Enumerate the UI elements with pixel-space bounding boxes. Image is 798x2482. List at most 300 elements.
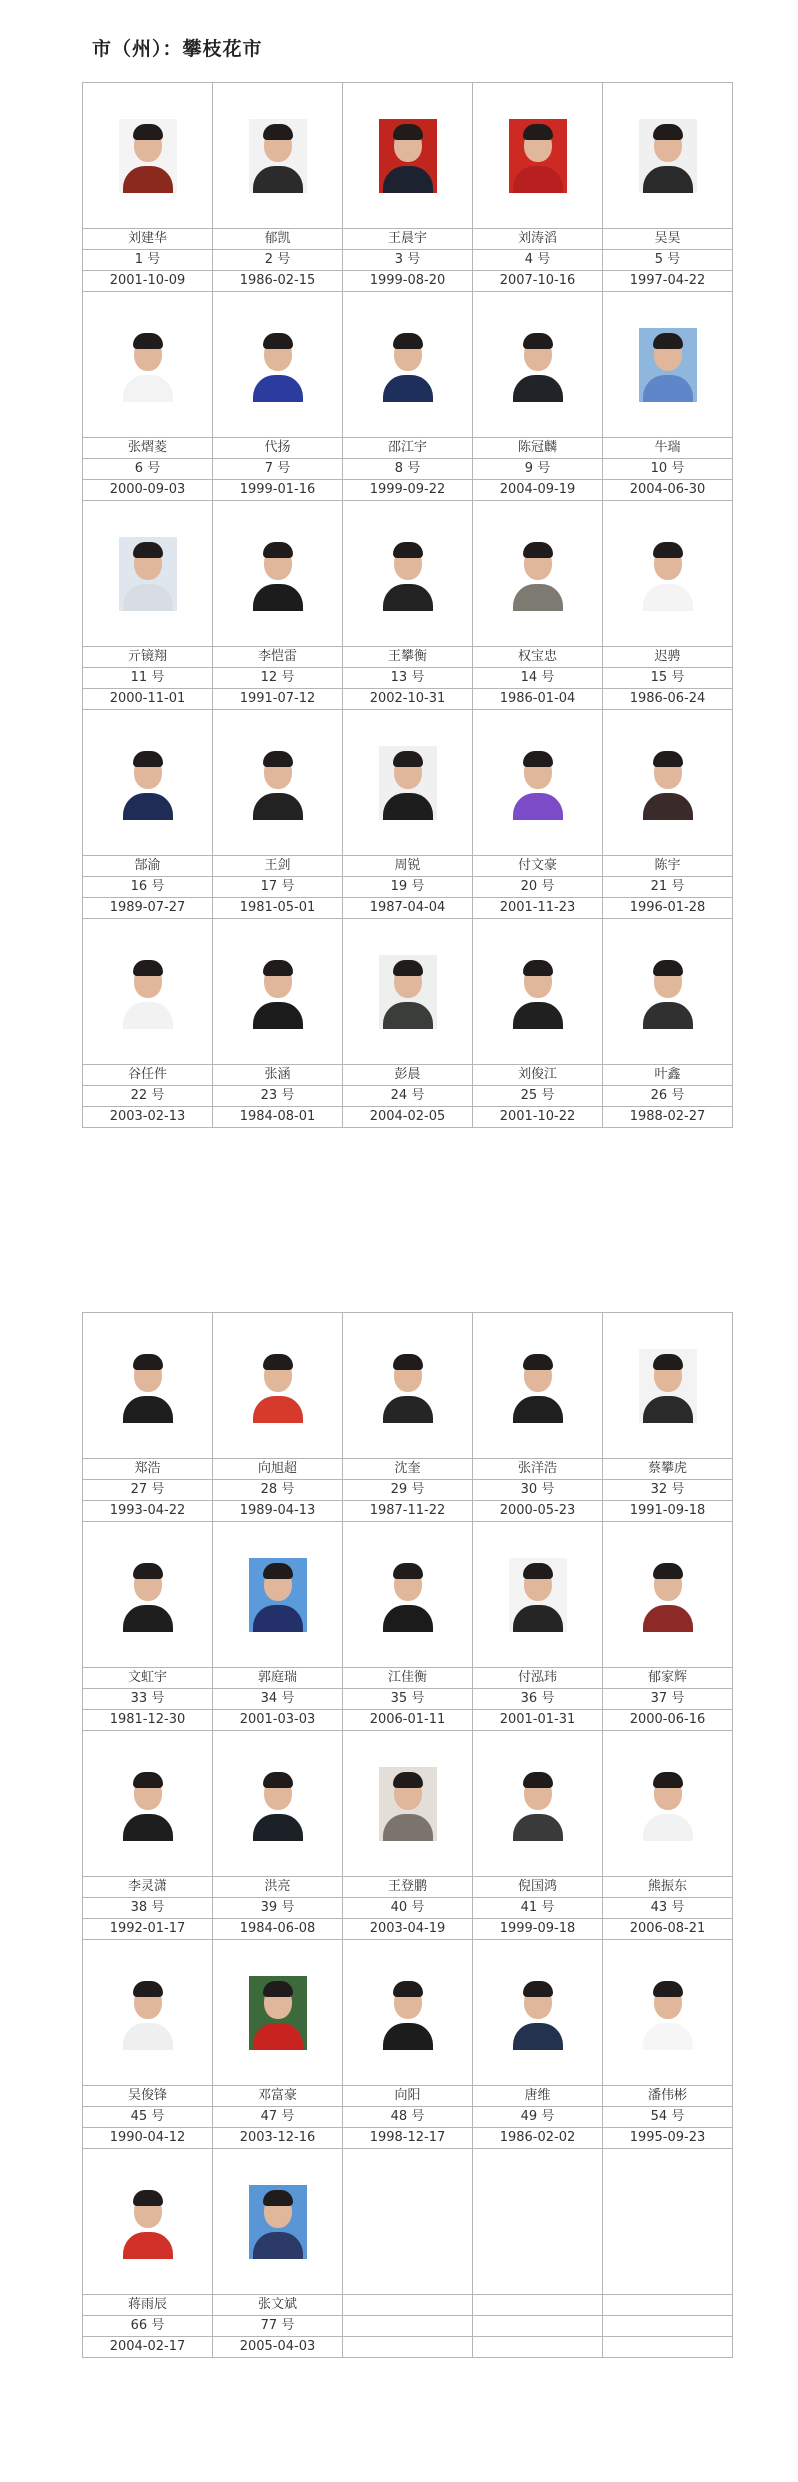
player-name: 刘涛滔 bbox=[473, 229, 603, 250]
player-name: 王登鹏 bbox=[343, 1877, 473, 1898]
photo-cell bbox=[473, 501, 603, 647]
photo-cell bbox=[473, 1313, 603, 1459]
photo-hair bbox=[653, 1981, 683, 1997]
player-photo bbox=[249, 119, 307, 193]
photo-cell bbox=[603, 919, 733, 1065]
player-photo bbox=[509, 328, 567, 402]
birth-date: 1999-08-20 bbox=[343, 271, 473, 292]
player-name-row bbox=[83, 2086, 733, 2107]
player-photo bbox=[639, 328, 697, 402]
birth-date: 1997-04-22 bbox=[603, 271, 733, 292]
photo-torso bbox=[643, 375, 693, 402]
player-photo bbox=[379, 328, 437, 402]
photo-torso bbox=[513, 2023, 563, 2050]
player-name: 王晨宇 bbox=[343, 229, 473, 250]
player-name: 刘俊江 bbox=[473, 1065, 603, 1086]
jersey-number: 4 号 bbox=[473, 250, 603, 271]
player-name: 彭晨 bbox=[343, 1065, 473, 1086]
player-name: 权宝忠 bbox=[473, 647, 603, 668]
photo-hair bbox=[523, 1563, 553, 1579]
photo-cell bbox=[343, 83, 473, 229]
player-name-row bbox=[83, 438, 733, 459]
player-name: 谷任件 bbox=[83, 1065, 213, 1086]
jersey-number: 26 号 bbox=[603, 1086, 733, 1107]
jersey-number bbox=[473, 2316, 603, 2337]
photo-row bbox=[83, 83, 733, 229]
photo-cell bbox=[83, 1940, 213, 2086]
photo-torso bbox=[643, 1814, 693, 1841]
photo-hair bbox=[523, 1354, 553, 1370]
birth-date: 1986-02-15 bbox=[213, 271, 343, 292]
photo-torso bbox=[643, 166, 693, 193]
player-name: 陈冠麟 bbox=[473, 438, 603, 459]
player-name bbox=[473, 2295, 603, 2316]
birth-date: 1984-08-01 bbox=[213, 1107, 343, 1128]
player-name: 沈奎 bbox=[343, 1459, 473, 1480]
player-name: 郭庭瑞 bbox=[213, 1668, 343, 1689]
photo-hair bbox=[263, 333, 293, 349]
player-photo bbox=[639, 119, 697, 193]
player-photo bbox=[509, 537, 567, 611]
jersey-number: 5 号 bbox=[603, 250, 733, 271]
photo-torso bbox=[643, 1396, 693, 1423]
birth-date-row bbox=[83, 689, 733, 710]
photo-torso bbox=[253, 584, 303, 611]
player-name-row bbox=[83, 856, 733, 877]
jersey-number: 77 号 bbox=[213, 2316, 343, 2337]
birth-date: 2000-09-03 bbox=[83, 480, 213, 501]
photo-hair bbox=[133, 1772, 163, 1788]
photo-torso bbox=[253, 1605, 303, 1632]
photo-cell bbox=[83, 501, 213, 647]
jersey-number: 27 号 bbox=[83, 1480, 213, 1501]
player-name: 张熠菱 bbox=[83, 438, 213, 459]
photo-torso bbox=[513, 1002, 563, 1029]
photo-cell bbox=[83, 919, 213, 1065]
photo-row bbox=[83, 292, 733, 438]
player-photo bbox=[249, 328, 307, 402]
player-photo bbox=[379, 1976, 437, 2050]
birth-date: 2006-08-21 bbox=[603, 1919, 733, 1940]
jersey-number-row bbox=[83, 250, 733, 271]
photo-torso bbox=[383, 375, 433, 402]
birth-date: 2004-06-30 bbox=[603, 480, 733, 501]
photo-row bbox=[83, 710, 733, 856]
photo-hair bbox=[263, 1981, 293, 1997]
player-name: 迟骋 bbox=[603, 647, 733, 668]
photo-torso bbox=[123, 375, 173, 402]
jersey-number: 40 号 bbox=[343, 1898, 473, 1919]
player-name: 江佳衡 bbox=[343, 1668, 473, 1689]
player-name: 向阳 bbox=[343, 2086, 473, 2107]
player-photo bbox=[119, 537, 177, 611]
photo-cell bbox=[83, 1313, 213, 1459]
player-photo bbox=[119, 119, 177, 193]
jersey-number: 1 号 bbox=[83, 250, 213, 271]
player-photo bbox=[119, 746, 177, 820]
birth-date: 1987-11-22 bbox=[343, 1501, 473, 1522]
photo-torso bbox=[513, 1396, 563, 1423]
player-photo bbox=[249, 1558, 307, 1632]
photo-cell bbox=[603, 501, 733, 647]
player-photo bbox=[509, 1976, 567, 2050]
jersey-number: 66 号 bbox=[83, 2316, 213, 2337]
player-photo bbox=[379, 537, 437, 611]
page-title: 市（州）：攀枝花市 bbox=[92, 38, 263, 60]
player-name: 亓镜翔 bbox=[83, 647, 213, 668]
photo-hair bbox=[133, 960, 163, 976]
photo-hair bbox=[263, 1563, 293, 1579]
player-photo bbox=[119, 1558, 177, 1632]
photo-cell bbox=[83, 1522, 213, 1668]
photo-torso bbox=[643, 793, 693, 820]
photo-hair bbox=[263, 124, 293, 140]
player-name-row bbox=[83, 1459, 733, 1480]
jersey-number: 39 号 bbox=[213, 1898, 343, 1919]
photo-cell bbox=[343, 292, 473, 438]
photo-hair bbox=[393, 124, 423, 140]
jersey-number: 23 号 bbox=[213, 1086, 343, 1107]
photo-cell bbox=[603, 2149, 733, 2295]
photo-cell bbox=[83, 83, 213, 229]
player-roster-table bbox=[82, 82, 733, 1128]
photo-torso bbox=[123, 584, 173, 611]
player-name: 郜渝 bbox=[83, 856, 213, 877]
photo-cell bbox=[473, 83, 603, 229]
photo-hair bbox=[263, 2190, 293, 2206]
birth-date: 1999-09-22 bbox=[343, 480, 473, 501]
jersey-number: 6 号 bbox=[83, 459, 213, 480]
birth-date: 2001-01-31 bbox=[473, 1710, 603, 1731]
jersey-number: 34 号 bbox=[213, 1689, 343, 1710]
player-name: 洪亮 bbox=[213, 1877, 343, 1898]
jersey-number: 14 号 bbox=[473, 668, 603, 689]
photo-torso bbox=[513, 584, 563, 611]
birth-date: 2002-10-31 bbox=[343, 689, 473, 710]
birth-date: 2003-04-19 bbox=[343, 1919, 473, 1940]
photo-cell bbox=[213, 1940, 343, 2086]
photo-cell bbox=[473, 919, 603, 1065]
photo-torso bbox=[123, 1396, 173, 1423]
jersey-number: 20 号 bbox=[473, 877, 603, 898]
photo-hair bbox=[653, 124, 683, 140]
jersey-number: 11 号 bbox=[83, 668, 213, 689]
jersey-number: 36 号 bbox=[473, 1689, 603, 1710]
photo-hair bbox=[263, 1772, 293, 1788]
birth-date: 2005-04-03 bbox=[213, 2337, 343, 2358]
photo-torso bbox=[123, 1002, 173, 1029]
birth-date bbox=[473, 2337, 603, 2358]
jersey-number: 7 号 bbox=[213, 459, 343, 480]
player-name: 周锐 bbox=[343, 856, 473, 877]
photo-row bbox=[83, 1940, 733, 2086]
player-name: 蒋雨辰 bbox=[83, 2295, 213, 2316]
player-name: 李恺雷 bbox=[213, 647, 343, 668]
photo-torso bbox=[253, 375, 303, 402]
photo-cell bbox=[213, 919, 343, 1065]
birth-date-row bbox=[83, 271, 733, 292]
photo-cell bbox=[213, 1731, 343, 1877]
photo-hair bbox=[653, 751, 683, 767]
photo-cell bbox=[343, 1940, 473, 2086]
photo-torso bbox=[383, 793, 433, 820]
player-name: 吴俊锋 bbox=[83, 2086, 213, 2107]
player-photo bbox=[639, 1558, 697, 1632]
jersey-number bbox=[343, 2316, 473, 2337]
birth-date: 1987-04-04 bbox=[343, 898, 473, 919]
jersey-number: 45 号 bbox=[83, 2107, 213, 2128]
photo-hair bbox=[133, 2190, 163, 2206]
birth-date: 1984-06-08 bbox=[213, 1919, 343, 1940]
player-photo bbox=[379, 119, 437, 193]
photo-cell bbox=[473, 1940, 603, 2086]
birth-date: 1996-01-28 bbox=[603, 898, 733, 919]
photo-torso bbox=[253, 2232, 303, 2259]
birth-date: 2000-05-23 bbox=[473, 1501, 603, 1522]
photo-hair bbox=[393, 1354, 423, 1370]
photo-row bbox=[83, 919, 733, 1065]
jersey-number: 35 号 bbox=[343, 1689, 473, 1710]
birth-date: 2004-09-19 bbox=[473, 480, 603, 501]
photo-cell bbox=[473, 1522, 603, 1668]
birth-date: 1998-12-17 bbox=[343, 2128, 473, 2149]
birth-date bbox=[603, 2337, 733, 2358]
jersey-number-row bbox=[83, 1480, 733, 1501]
photo-torso bbox=[643, 1002, 693, 1029]
player-photo bbox=[119, 1976, 177, 2050]
photo-cell bbox=[213, 292, 343, 438]
birth-date: 1993-04-22 bbox=[83, 1501, 213, 1522]
photo-hair bbox=[263, 542, 293, 558]
player-photo bbox=[119, 328, 177, 402]
photo-torso bbox=[383, 1605, 433, 1632]
birth-date: 2003-12-16 bbox=[213, 2128, 343, 2149]
photo-cell bbox=[343, 2149, 473, 2295]
player-name: 王攀衡 bbox=[343, 647, 473, 668]
photo-torso bbox=[253, 1396, 303, 1423]
birth-date-row bbox=[83, 1501, 733, 1522]
jersey-number: 15 号 bbox=[603, 668, 733, 689]
photo-hair bbox=[133, 1354, 163, 1370]
photo-cell bbox=[603, 1522, 733, 1668]
player-name-row bbox=[83, 647, 733, 668]
photo-cell bbox=[83, 2149, 213, 2295]
player-name: 文虹宇 bbox=[83, 1668, 213, 1689]
player-photo bbox=[119, 1767, 177, 1841]
player-name: 邓富豪 bbox=[213, 2086, 343, 2107]
photo-torso bbox=[383, 584, 433, 611]
jersey-number: 47 号 bbox=[213, 2107, 343, 2128]
player-photo bbox=[379, 955, 437, 1029]
photo-cell bbox=[343, 501, 473, 647]
jersey-number bbox=[603, 2316, 733, 2337]
jersey-number-row bbox=[83, 2107, 733, 2128]
player-photo bbox=[379, 1558, 437, 1632]
player-name: 向旭超 bbox=[213, 1459, 343, 1480]
photo-torso bbox=[383, 1814, 433, 1841]
jersey-number: 21 号 bbox=[603, 877, 733, 898]
photo-cell bbox=[603, 1731, 733, 1877]
birth-date-row bbox=[83, 1710, 733, 1731]
photo-torso bbox=[253, 2023, 303, 2050]
photo-torso bbox=[253, 166, 303, 193]
photo-row bbox=[83, 1522, 733, 1668]
photo-torso bbox=[253, 793, 303, 820]
photo-hair bbox=[653, 960, 683, 976]
photo-hair bbox=[523, 1981, 553, 1997]
birth-date: 1991-09-18 bbox=[603, 1501, 733, 1522]
photo-hair bbox=[133, 1563, 163, 1579]
birth-date: 2001-10-09 bbox=[83, 271, 213, 292]
player-name: 牛瑞 bbox=[603, 438, 733, 459]
birth-date: 1986-06-24 bbox=[603, 689, 733, 710]
player-name: 潘伟彬 bbox=[603, 2086, 733, 2107]
jersey-number: 48 号 bbox=[343, 2107, 473, 2128]
jersey-number: 24 号 bbox=[343, 1086, 473, 1107]
player-roster-table bbox=[82, 1312, 733, 2358]
photo-torso bbox=[513, 166, 563, 193]
player-photo bbox=[639, 955, 697, 1029]
photo-hair bbox=[393, 1772, 423, 1788]
jersey-number: 41 号 bbox=[473, 1898, 603, 1919]
photo-hair bbox=[523, 542, 553, 558]
jersey-number: 17 号 bbox=[213, 877, 343, 898]
player-name: 张文斌 bbox=[213, 2295, 343, 2316]
player-name: 蔡攀虎 bbox=[603, 1459, 733, 1480]
jersey-number: 38 号 bbox=[83, 1898, 213, 1919]
jersey-number-row bbox=[83, 459, 733, 480]
player-name: 李灵潇 bbox=[83, 1877, 213, 1898]
jersey-number: 29 号 bbox=[343, 1480, 473, 1501]
photo-torso bbox=[643, 1605, 693, 1632]
photo-torso bbox=[643, 584, 693, 611]
player-photo bbox=[249, 746, 307, 820]
jersey-number: 32 号 bbox=[603, 1480, 733, 1501]
player-photo bbox=[639, 1767, 697, 1841]
birth-date: 1990-04-12 bbox=[83, 2128, 213, 2149]
photo-torso bbox=[383, 1002, 433, 1029]
jersey-number: 54 号 bbox=[603, 2107, 733, 2128]
photo-cell bbox=[473, 1731, 603, 1877]
photo-cell bbox=[473, 710, 603, 856]
player-photo bbox=[639, 537, 697, 611]
jersey-number-row bbox=[83, 1689, 733, 1710]
player-name bbox=[343, 2295, 473, 2316]
photo-torso bbox=[513, 375, 563, 402]
photo-cell bbox=[603, 292, 733, 438]
photo-cell bbox=[343, 919, 473, 1065]
jersey-number: 25 号 bbox=[473, 1086, 603, 1107]
player-name: 陈宇 bbox=[603, 856, 733, 877]
photo-cell bbox=[213, 83, 343, 229]
player-photo bbox=[509, 1349, 567, 1423]
birth-date: 2004-02-05 bbox=[343, 1107, 473, 1128]
player-name-row bbox=[83, 229, 733, 250]
photo-hair bbox=[523, 333, 553, 349]
player-photo bbox=[379, 746, 437, 820]
jersey-number: 28 号 bbox=[213, 1480, 343, 1501]
photo-torso bbox=[253, 1002, 303, 1029]
photo-cell bbox=[473, 292, 603, 438]
photo-hair bbox=[523, 124, 553, 140]
photo-hair bbox=[653, 1772, 683, 1788]
birth-date: 2001-10-22 bbox=[473, 1107, 603, 1128]
jersey-number: 3 号 bbox=[343, 250, 473, 271]
photo-hair bbox=[263, 960, 293, 976]
jersey-number: 37 号 bbox=[603, 1689, 733, 1710]
player-name: 付文豪 bbox=[473, 856, 603, 877]
photo-cell bbox=[343, 1522, 473, 1668]
photo-torso bbox=[253, 1814, 303, 1841]
jersey-number: 2 号 bbox=[213, 250, 343, 271]
player-name: 张涵 bbox=[213, 1065, 343, 1086]
player-photo bbox=[379, 1349, 437, 1423]
photo-hair bbox=[263, 1354, 293, 1370]
jersey-number: 22 号 bbox=[83, 1086, 213, 1107]
photo-hair bbox=[393, 751, 423, 767]
photo-cell bbox=[213, 1522, 343, 1668]
player-name: 刘建华 bbox=[83, 229, 213, 250]
photo-row bbox=[83, 501, 733, 647]
photo-cell bbox=[343, 1313, 473, 1459]
player-photo bbox=[509, 119, 567, 193]
birth-date: 1986-02-02 bbox=[473, 2128, 603, 2149]
player-name: 熊振东 bbox=[603, 1877, 733, 1898]
photo-cell bbox=[343, 710, 473, 856]
birth-date: 2006-01-11 bbox=[343, 1710, 473, 1731]
jersey-number: 19 号 bbox=[343, 877, 473, 898]
photo-hair bbox=[653, 1563, 683, 1579]
birth-date-row bbox=[83, 480, 733, 501]
player-photo bbox=[639, 1976, 697, 2050]
player-photo bbox=[509, 1767, 567, 1841]
photo-torso bbox=[383, 1396, 433, 1423]
photo-hair bbox=[133, 542, 163, 558]
jersey-number-row bbox=[83, 877, 733, 898]
birth-date: 2000-11-01 bbox=[83, 689, 213, 710]
photo-hair bbox=[653, 1354, 683, 1370]
jersey-number: 12 号 bbox=[213, 668, 343, 689]
birth-date-row bbox=[83, 898, 733, 919]
player-name: 郑浩 bbox=[83, 1459, 213, 1480]
birth-date: 1989-04-13 bbox=[213, 1501, 343, 1522]
jersey-number: 16 号 bbox=[83, 877, 213, 898]
jersey-number: 9 号 bbox=[473, 459, 603, 480]
birth-date: 2003-02-13 bbox=[83, 1107, 213, 1128]
photo-cell bbox=[83, 292, 213, 438]
birth-date-row bbox=[83, 1107, 733, 1128]
photo-hair bbox=[523, 960, 553, 976]
birth-date: 1995-09-23 bbox=[603, 2128, 733, 2149]
birth-date: 1981-05-01 bbox=[213, 898, 343, 919]
jersey-number: 13 号 bbox=[343, 668, 473, 689]
photo-torso bbox=[643, 2023, 693, 2050]
photo-hair bbox=[523, 751, 553, 767]
photo-cell bbox=[213, 710, 343, 856]
photo-cell bbox=[83, 710, 213, 856]
player-name: 张洋浩 bbox=[473, 1459, 603, 1480]
photo-hair bbox=[393, 1563, 423, 1579]
photo-torso bbox=[123, 1814, 173, 1841]
player-photo bbox=[119, 955, 177, 1029]
photo-cell bbox=[213, 2149, 343, 2295]
photo-hair bbox=[653, 333, 683, 349]
photo-torso bbox=[123, 2232, 173, 2259]
photo-cell bbox=[83, 1731, 213, 1877]
photo-hair bbox=[133, 1981, 163, 1997]
photo-hair bbox=[523, 1772, 553, 1788]
birth-date: 1989-07-27 bbox=[83, 898, 213, 919]
